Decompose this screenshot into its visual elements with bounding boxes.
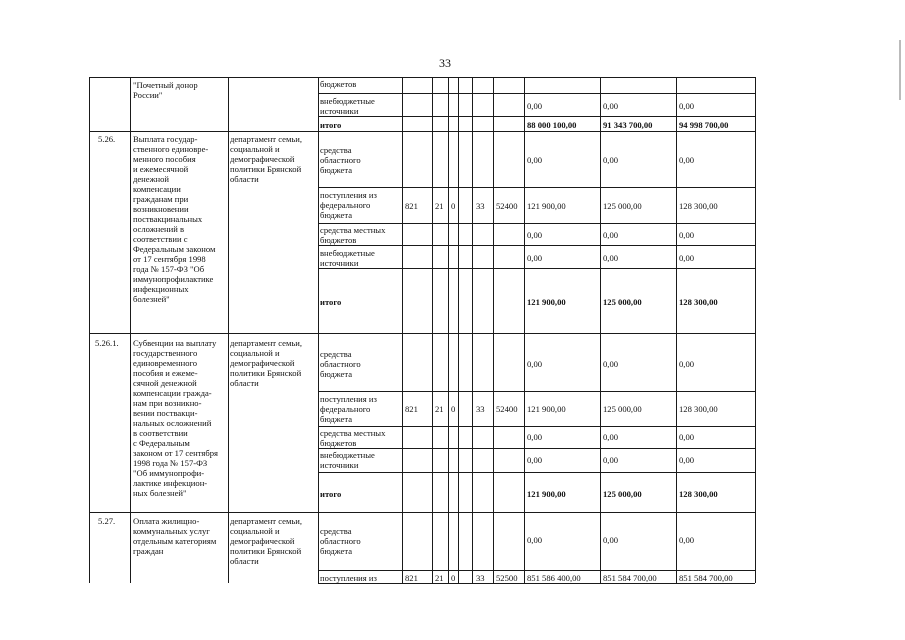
item-527-row2-c3: 0 (451, 573, 456, 583)
grid-hline (318, 93, 755, 94)
item-526-row4-v3: 0,00 (679, 253, 695, 263)
item-5261-number: 5.26.1. (95, 338, 119, 348)
item-526-row4-v1: 0,00 (527, 253, 543, 263)
grid-vline (448, 77, 449, 583)
item-527-row2-c5: 52500 (496, 573, 518, 583)
item-5261-row1-v2: 0,00 (603, 359, 619, 369)
item-526-row1-v2: 0,00 (603, 155, 619, 165)
top-row-2-v1: 0,00 (527, 101, 543, 111)
item-526-executor: департамент семьи, социальной и демографической политики Брянской области (230, 134, 303, 184)
top-row-3-v1: 88 000 100,00 (527, 120, 577, 130)
item-5261-row2-c5: 52400 (496, 404, 518, 414)
item-527-row1-v1: 0,00 (527, 535, 543, 545)
top-row-3-v3: 94 998 700,00 (679, 120, 729, 130)
item-527-row1-source: средства областного бюджета (320, 526, 361, 556)
item-5261-row2-c1: 821 (405, 404, 418, 414)
item-5261-row5-source: итого (320, 489, 342, 499)
page-number: 33 (439, 56, 451, 70)
item-5261-row4-v2: 0,00 (603, 455, 619, 465)
item-5261-row2-c2: 21 (435, 404, 444, 414)
item-527-row2-c4: 33 (476, 573, 485, 583)
item-5261-row2-c4: 33 (476, 404, 485, 414)
item-526-row2-v2: 125 000,00 (603, 201, 642, 211)
grid-vline (524, 77, 525, 583)
item-527-row1-v3: 0,00 (679, 535, 695, 545)
grid-vline (89, 77, 90, 583)
item-526-row2-c1: 821 (405, 201, 418, 211)
item-5261-name: Субвенции на выплату государственного единовременного пособия и ежеме- сячной денежной компенсации гражда- нам при возникно- вении поствакци- нальных осложнений в соответствии с Федеральным законом от 17 сентября 1998 года № 157-ФЗ "Об иммунопрофи- лактике инфекцион- ных болезней" (133, 338, 218, 498)
item-526-row2-c5: 52400 (496, 201, 518, 211)
item-5261-row4-source: внебюджетные источники (320, 450, 375, 470)
grid-hline (318, 268, 755, 269)
item-526-row3-v2: 0,00 (603, 230, 619, 240)
item-527-number: 5.27. (98, 516, 116, 526)
item-5261-row2-c3: 0 (451, 404, 456, 414)
item-5261-row1-v3: 0,00 (679, 359, 695, 369)
item-526-row2-c4: 33 (476, 201, 485, 211)
item-5261-row5-v2: 125 000,00 (603, 489, 642, 499)
item-5261-row2-v3: 128 300,00 (679, 404, 718, 414)
grid-vline (402, 77, 403, 583)
item-526-number: 5.26. (98, 134, 116, 144)
item-5261-row3-v1: 0,00 (527, 432, 543, 442)
grid-hline (89, 333, 755, 334)
item-526-row2-v1: 121 900,00 (527, 201, 566, 211)
grid-hline (318, 448, 755, 449)
item-5261-row5-v3: 128 300,00 (679, 489, 718, 499)
item-527-row2-v3: 851 584 700,00 (679, 573, 733, 583)
item-526-row1-v1: 0,00 (527, 155, 543, 165)
grid-hline (318, 583, 755, 584)
grid-hline (318, 187, 755, 188)
item-526-row4-v2: 0,00 (603, 253, 619, 263)
item-526-row3-source: средства местных бюджетов (320, 225, 386, 245)
grid-vline (228, 77, 229, 583)
item-527-row1-v2: 0,00 (603, 535, 619, 545)
grid-hline (318, 570, 755, 571)
item-5261-row2-v1: 121 900,00 (527, 404, 566, 414)
grid-hline (89, 131, 755, 132)
item-526-row3-v3: 0,00 (679, 230, 695, 240)
item-527-row2-v2: 851 584 700,00 (603, 573, 657, 583)
grid-vline (755, 77, 756, 583)
grid-vline (472, 77, 473, 583)
item-526-row2-source: поступления из федерального бюджета (320, 190, 377, 220)
item-526-row5-v3: 128 300,00 (679, 297, 718, 307)
grid-vline (432, 77, 433, 583)
item-526-row2-c2: 21 (435, 201, 444, 211)
item-527-row2-v1: 851 586 400,00 (527, 573, 581, 583)
grid-hline (89, 512, 755, 513)
item-5261-executor: департамент семьи, социальной и демографической политики Брянской области (230, 338, 303, 388)
grid-vline (600, 77, 601, 583)
item-526-row3-v1: 0,00 (527, 230, 543, 240)
grid-hline (318, 426, 755, 427)
item-527-row2-source: поступления из (320, 573, 377, 583)
grid-vline (676, 77, 677, 583)
item-5261-row4-v3: 0,00 (679, 455, 695, 465)
grid-vline (130, 77, 131, 583)
item-527-executor: департамент семьи, социальной и демографической политики Брянской области (230, 516, 303, 566)
item-526-row2-v3: 128 300,00 (679, 201, 718, 211)
item-5261-row2-source: поступления из федерального бюджета (320, 394, 377, 424)
item-5261-row3-v3: 0,00 (679, 432, 695, 442)
item-526-name: Выплата государ- ственного единовре- менного пособия и ежемесячной денежной компенсации гражданам при возникновении поствакцинальных осложнений в соответствии с Федеральным законом от 17 сентября 1998 года № 157-ФЗ "Об иммунопрофилактике инфекционных болезней" (133, 134, 216, 304)
item-5261-row4-v1: 0,00 (527, 455, 543, 465)
grid-hline (318, 245, 755, 246)
top-row-2-v3: 0,00 (679, 101, 695, 111)
item-526-row5-v1: 121 900,00 (527, 297, 566, 307)
scan-edge-mark (899, 40, 901, 100)
top-row-3-source: итого (320, 120, 342, 130)
item-5261-row5-v1: 121 900,00 (527, 489, 566, 499)
top-row-2-v2: 0,00 (603, 101, 619, 111)
item-5261-row1-source: средства областного бюджета (320, 349, 361, 379)
item-526-row2-c3: 0 (451, 201, 456, 211)
item-527-row2-c2: 21 (435, 573, 444, 583)
top-row-3-v2: 91 343 700,00 (603, 120, 653, 130)
item-5261-row2-v2: 125 000,00 (603, 404, 642, 414)
item-526-row5-v2: 125 000,00 (603, 297, 642, 307)
item-5261-row3-v2: 0,00 (603, 432, 619, 442)
top-fragment-title: "Почетный донор России" (133, 80, 198, 100)
item-526-row4-source: внебюджетные источники (320, 248, 375, 268)
grid-vline (318, 77, 319, 583)
grid-hline (318, 116, 755, 117)
item-5261-row1-v1: 0,00 (527, 359, 543, 369)
grid-hline (318, 223, 755, 224)
item-526-row1-source: средства областного бюджета (320, 145, 361, 175)
grid-vline (458, 77, 459, 583)
item-5261-row3-source: средства местных бюджетов (320, 428, 386, 448)
item-526-row5-source: итого (320, 297, 342, 307)
item-526-row1-v3: 0,00 (679, 155, 695, 165)
top-row-2-source: внебюджетные источники (320, 96, 375, 116)
top-row-1-source: бюджетов (320, 79, 357, 89)
item-527-row2-c1: 821 (405, 573, 418, 583)
grid-hline (318, 472, 755, 473)
grid-hline (89, 77, 755, 78)
grid-hline (318, 391, 755, 392)
item-527-name: Оплата жилищно- коммунальных услуг отдельным категориям граждан (133, 516, 217, 556)
grid-vline (493, 77, 494, 583)
